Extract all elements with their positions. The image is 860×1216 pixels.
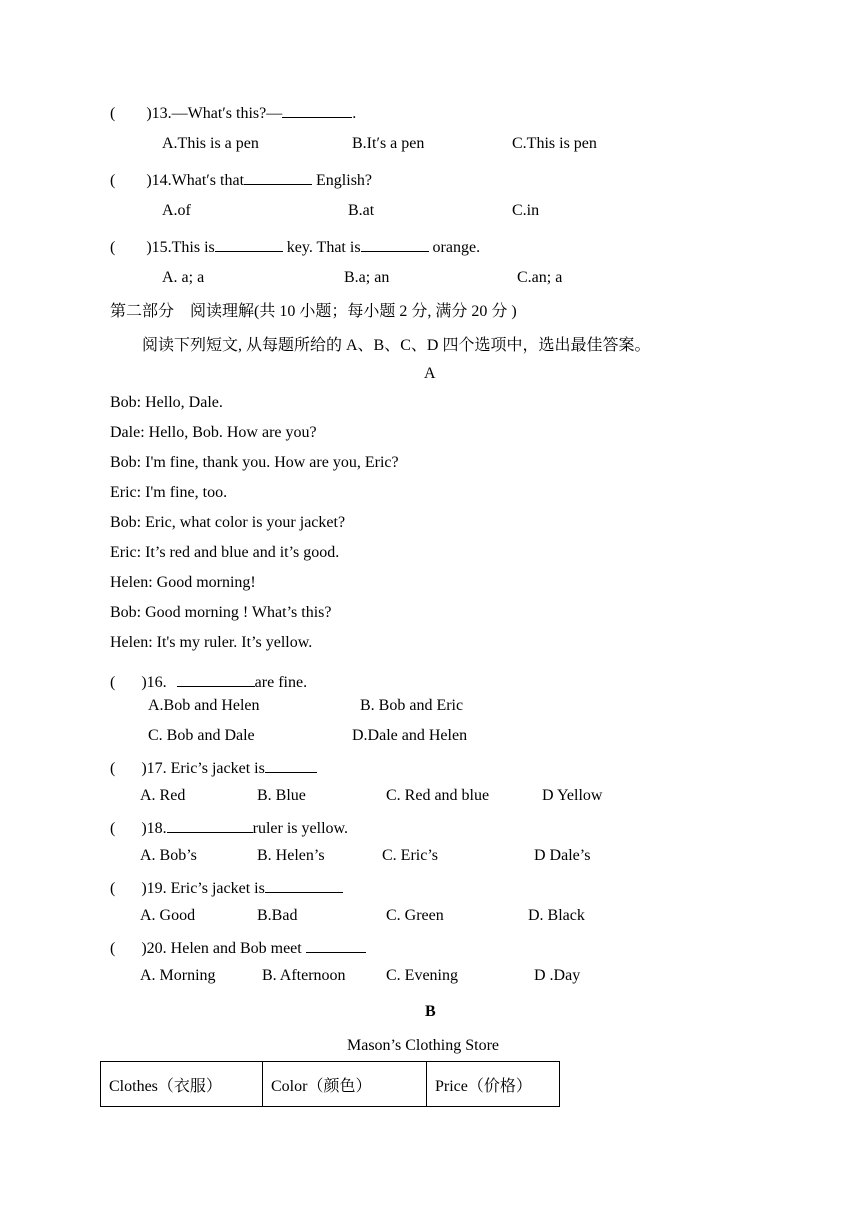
q15-blank-1[interactable] [215, 237, 283, 252]
q16-paren: ( [110, 674, 116, 691]
q17-option-c: C. Red and blue [386, 787, 490, 804]
table-header-row [101, 1062, 560, 1107]
q15-mid: key. That is [282, 239, 361, 256]
q13-option-b: B.It′s a pen [352, 135, 425, 152]
dialogue-line: Bob: Good morning ! What’s this? [110, 604, 332, 621]
header-price: Price（价格） [427, 1062, 560, 1107]
header-color: Color（颜色） [263, 1062, 427, 1107]
q15-option-a: A. a; a [162, 269, 205, 286]
clothing-store-table [100, 1061, 560, 1107]
q20-text: )20. Helen and Bob meet [141, 940, 306, 957]
q19-paren: ( [110, 880, 116, 897]
q15-stem [110, 237, 480, 256]
q17-option-a: A. Red [140, 787, 186, 804]
q18-end: ruler is yellow. [252, 820, 349, 837]
q13-end: . [352, 105, 357, 122]
q14-option-c: C.in [512, 202, 540, 219]
dialogue-line: Helen: It's my ruler. It’s yellow. [110, 634, 313, 651]
q13-blank[interactable] [282, 103, 352, 118]
q16-stem [110, 672, 307, 691]
dialogue-line: Eric: It’s red and blue and it’s good. [110, 544, 340, 561]
q14-option-b: B.at [348, 202, 375, 219]
q13-text: )13.—What′s this?— [146, 105, 283, 122]
passage-b-label: B [425, 1003, 436, 1020]
dialogue-line: Bob: Eric, what color is your jacket? [110, 514, 346, 531]
q18-option-b: B. Helen’s [257, 847, 325, 864]
q16-blank[interactable] [177, 672, 255, 687]
q19-option-c: C. Green [386, 907, 444, 924]
q17-paren: ( [110, 760, 116, 777]
q16-option-d: D.Dale and Helen [352, 727, 468, 744]
q18-option-c: C. Eric’s [382, 847, 438, 864]
q14-blank[interactable] [244, 170, 312, 185]
q15-paren: ( [110, 239, 116, 256]
q16-option-c: C. Bob and Dale [148, 727, 255, 744]
q16-option-a: A.Bob and Helen [148, 697, 260, 714]
q13-option-a: A.This is a pen [162, 135, 259, 152]
part2-heading: 第二部分 阅读理解(共 10 小题；每小题 2 分, 满分 20 分 ) [110, 303, 517, 320]
dialogue-line: Bob: I'm fine, thank you. How are you, Eric? [110, 454, 399, 471]
q14-text: )14.What′s that [146, 172, 245, 189]
dialogue-line: Bob: Hello, Dale. [110, 394, 223, 411]
q15-blank-2[interactable] [361, 237, 429, 252]
q19-text: )19. Eric’s jacket is [141, 880, 265, 897]
q19-stem [110, 878, 343, 897]
dialogue-line: Helen: Good morning! [110, 574, 256, 591]
q19-option-d: D. Black [528, 907, 585, 924]
q16-text: )16. [141, 674, 167, 691]
header-clothes: Clothes（衣服） [101, 1062, 263, 1107]
q17-blank[interactable] [265, 758, 317, 773]
q18-option-a: A. Bob’s [140, 847, 197, 864]
q16-end: are fine. [254, 674, 308, 691]
q20-option-d: D .Day [534, 967, 581, 984]
q15-option-c: C.an; a [517, 269, 563, 286]
q20-option-a: A. Morning [140, 967, 216, 984]
q15-end: orange. [428, 239, 481, 256]
q14-stem [110, 170, 372, 189]
q18-option-d: D Dale’s [534, 847, 591, 864]
q18-blank[interactable] [167, 818, 253, 833]
q13-option-c: C.This is pen [512, 135, 597, 152]
q17-option-b: B. Blue [257, 787, 306, 804]
q17-text: )17. Eric’s jacket is [141, 760, 265, 777]
q20-stem [110, 938, 366, 957]
q15-text: )15.This is [146, 239, 215, 256]
q19-option-b: B.Bad [257, 907, 298, 924]
q19-option-a: A. Good [140, 907, 196, 924]
q20-option-c: C. Evening [386, 967, 458, 984]
q20-option-b: B. Afternoon [262, 967, 346, 984]
store-title: Mason’s Clothing Store [347, 1037, 500, 1054]
q13-stem [110, 103, 356, 122]
q20-blank[interactable] [306, 938, 366, 953]
part2-instruction: 阅读下列短文, 从每题所给的 A、B、C、D 四个选项中，选出最佳答案。 [142, 337, 651, 354]
dialogue-line: Dale: Hello, Bob. How are you? [110, 424, 317, 441]
q17-option-d: D Yellow [542, 787, 603, 804]
q14-option-a: A.of [162, 202, 191, 219]
q18-text: )18. [141, 820, 167, 837]
q19-blank[interactable] [265, 878, 343, 893]
q15-option-b: B.a; an [344, 269, 390, 286]
q14-paren: ( [110, 172, 116, 189]
dialogue-line: Eric: I'm fine, too. [110, 484, 228, 501]
q13-paren: ( [110, 105, 116, 122]
q18-stem [110, 818, 348, 837]
q17-stem [110, 758, 317, 777]
q20-paren: ( [110, 940, 116, 957]
q18-paren: ( [110, 820, 116, 837]
passage-a-label: A [424, 365, 436, 382]
q14-end: English? [312, 172, 373, 189]
q16-option-b: B. Bob and Eric [360, 697, 464, 714]
